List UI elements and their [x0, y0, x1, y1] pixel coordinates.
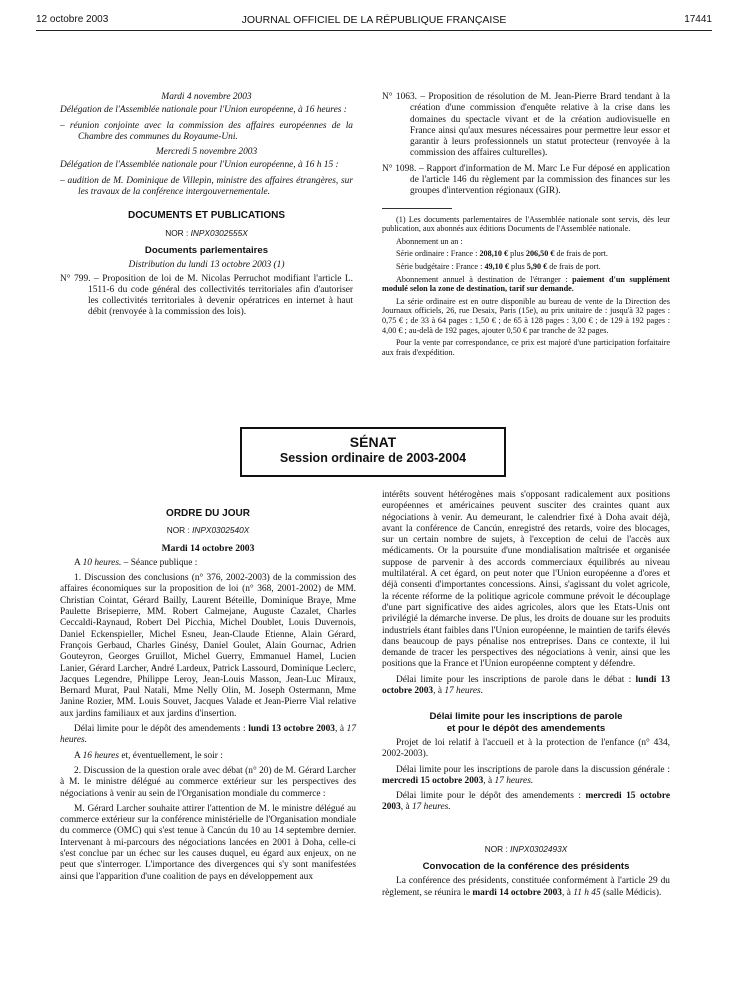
- header-date: 12 octobre 2003: [36, 14, 109, 25]
- delegation-item: – réunion conjointe avec la commission des affaires européennes de la Chambre des communes du Royaume-Uni.: [60, 120, 353, 142]
- senat-session: Session ordinaire de 2003-2004: [279, 451, 467, 465]
- header-page-number: 17441: [684, 14, 712, 25]
- subsection-title: Délai limite pour les inscriptions de parole: [429, 711, 623, 723]
- section-title: DOCUMENTS ET PUBLICATIONS: [127, 210, 286, 222]
- date-heading: Mardi 4 novembre 2003: [161, 92, 252, 102]
- senat-banner: [240, 427, 506, 477]
- document-entry: N° 1063. – Proposition de résolution de M. Jean-Pierre Brard tendant à la création d'une commission d'enquête relative à la crise dans les domaines du spectacle vivant et de la création audiovisuelle en France ainsi qu'aux mesures nécessaires pour permettre leur essor et garantir à leurs professionnels un statut protecteur (renvoyée à la commission des affaires culturelles).: [382, 92, 670, 159]
- document-entry: N° 799. – Proposition de loi de M. Nicolas Perruchot modifiant l'article L. 1511-6 du code général des collectivités territoriales afin d'autoriser les collectivités territoriales à devenir opératrices en internet à haut débit (renvoyée à la commission des lois).: [60, 273, 353, 318]
- header-journal-title: JOURNAL OFFICIEL DE LA RÉPUBLIQUE FRANÇAISE: [241, 14, 507, 26]
- column-left-top: [60, 92, 353, 323]
- delegation-text: Délégation de l'Assemblée nationale pour l'Union européenne, à 16 heures :: [60, 105, 347, 116]
- question-text: M. Gérard Larcher souhaite attirer l'attention de M. le ministre délégué au commerce extérieur sur la conférence ministérielle de l'Organisation mondiale du commerce (OMC) qui s'est tenue à Cancún du 10 au 14 septembre dernier. Intervenant à mi-parcours des négociations lancées en 2001 à Doha, celle-ci s'est conclue par un échec sur les causes duquel, eu égard aux enjeux, on ne peut que s'interroger. L'importance des divergences qui s'y sont manifestées ainsi que l'apparition d'une coalition de pays en développement aux: [60, 803, 356, 882]
- column-left-bottom: ORDRE DU JOUR NOR : INPX0302540X Mardi 14 octobre 2003 A 10 heures. – Séance publique : 1. Discussion des conclusions (n° 376, 2002-2003) de la commission des affaires économiques sur la proposition de loi (n° 368, 2001-2002) de MM. Christian Cointat, Gérard Bailly, Laurent Béteille, Dominique Braye, Mme Paulette Brisepierre, MM. Robert Calmejane, Auguste Cazalet, Charles Ceccaldi-Raynaud, Robert Del Picchia, Michel Doublet, Louis Duvernois, Daniel Eckenspieller, Michel Esneu, Jean-Claude Etienne, Alain Gérard, François Gerbaud, Charles Ginésy, Daniel Goulet, Alain Gournac, Adrien Gouteyron, Georges Gruillot, Michel Guerry, Emmanuel Hamel, Lucien Lanier, Gérard Larcher, André Lardeux, Patrick Lassourd, Dominique Leclerc, Jacques Legendre, Philippe Leroy, Jean-Louis Masson, Jean-Luc Miraux, Bernard Murat, Paul Natali, Mme Nelly Olin, M. Joseph Ostermann, Mme Janine Rozier, MM. Louis Souvet, Jacques Valade et Jean-Pierre Vial relative aux jardins familiaux et aux jardins d'insertion. Délai limite pour le dépôt des amendements : lundi 13 octobre 2003, à 17 heures. A 16 heures et, éventuellement, le soir : 2. Discussion de la question orale avec débat (n° 20) de M. Gérard Larcher à M. le ministre délégué au commerce extérieur sur les perspectives des négociations à venir au sein de l'Organisation mondiale du commerce : M. Gérard Larcher souhaite attirer l'attention de M. le ministre délégué au commerce extérieur sur la conférence ministérielle de l'Organisation mondiale du commerce (OMC) qui s'est tenue à Cancún du 10 au 14 septembre dernier. Intervenant à mi-parcours des négociations lancées en 2001 à Doha, celle-ci s'est conclue par un échec sur les causes duquel, eu égard aux enjeux, on ne peut que s'interroger. L'importance des divergences qui s'y sont manifestées ainsi que l'apparition d'une coalition de pays en développement aux: [60, 508, 356, 882]
- nor-reference: NOR : INPX0302493X: [484, 843, 568, 854]
- delegation-item: – audition de M. Dominique de Villepin, ministre des affaires étrangères, sur les travaux de la conférence intergouvernementale.: [60, 175, 353, 198]
- column-right-bottom: intérêts souvent hétérogènes mais s'opposant radicalement aux positions européennes et américaines peuvent susciter des craintes quant aux négociations à venir. Au demeurant, le calendrier fixé à Doha avait déjà, avant la conférence de Cancún, enregistré des retards, voire des blocages, sur un certain nombre de sujets, à l'exception de celui de l'accès aux médicaments. Or la poursuite d'une mondialisation maîtrisée et organisée suppose de parvenir à des accords commerciaux équilibrés au niveau multilatéral. A cet égard, on peut noter que l'Union européenne a d'ores et déjà consenti d'importantes concessions. Ainsi, s'agissant du volet agricole, la récente réforme de la politique agricole commune prévoit le découplage d'une part significative des aides agricoles, alors que les Etats-Unis ont privilégié la démarche inverse. De plus, les droits de douane sur les produits industriels étant faibles dans l'Union européenne, le maintien de tarifs élevés dans beaucoup de pays pénalise nos entreprises. Dans ce contexte, il lui demande de tracer les perspectives des négociations à venir, ainsi que les positions que la France et l'Union européenne comptent y défendre. Délai limite pour les inscriptions de parole dans le débat : lundi 13 octobre 2003, à 17 heures. Délai limite pour les inscriptions de parole et pour le dépôt des amendements Projet de loi relatif à l'accueil et à la protection de l'enfance (n° 434, 2002-2003). Délai limite pour les inscriptions de parole dans la discussion générale : mercredi 15 octobre 2003, à 17 heures. Délai limite pour le dépôt des amendements : mercredi 15 octobre 2003, à 17 heures. NOR : INPX0302493X Convocation de la conférence des présidents La conférence des présidents, constituée conformément à l'article 29 du règlement, se réunira le mardi 14 octobre 2003, à 11 h 45 (salle Médicis).: [382, 490, 671, 898]
- section-title: ORDRE DU JOUR: [166, 508, 250, 519]
- agenda-item: 1. Discussion des conclusions (n° 376, 2002-2003) de la commission des affaires économiques sur la proposition de loi (n° 368, 2001-2002) de MM. Christian Cointat, Gérard Bailly, Laurent Béteille, Dominique Braye, Mme Paulette Brisepierre, MM. Robert Calmejane, Auguste Cazalet, Charles Ceccaldi-Raynaud, Robert Del Picchia, Michel Doublet, Louis Duvernois, Daniel Eckenspieller, Michel Esneu, Jean-Claude Etienne, Alain Gérard, François Gerbaud, Charles Ginésy, Daniel Goulet, Alain Gournac, Adrien Gouteyron, Georges Gruillot, Michel Guerry, Emmanuel Hamel, Lucien Lanier, Gérard Larcher, André Lardeux, Patrick Lassourd, Dominique Leclerc, Jacques Legendre, Philippe Leroy, Jean-Louis Masson, Jean-Luc Miraux, Bernard Murat, Paul Natali, Mme Nelly Olin, M. Joseph Ostermann, Mme Janine Rozier, MM. Louis Souvet, Jacques Valade et Jean-Pierre Vial relative aux jardins familiaux et aux jardins d'insertion.: [60, 573, 356, 719]
- header-rule: [36, 30, 712, 31]
- document-entry: N° 1098. – Rapport d'information de M. Marc Le Fur déposé en application de l'article 146 du règlement par la commission des finances sur les groupes d'intervention régionaux (GIR).: [382, 163, 670, 197]
- subsection-title: Convocation de la conférence des présidents: [422, 861, 630, 873]
- nor-reference: NOR : INPX0302540X: [166, 525, 250, 536]
- nor-reference: NOR : INPX0302555X: [165, 227, 248, 238]
- column-right-top: [382, 92, 670, 360]
- session-date: Mardi 14 octobre 2003: [161, 542, 255, 554]
- footnote: (1) Les documents parlementaires de l'Assemblée nationale sont servis, dès leur publication, aux abonnés aux éditions Documents de l'Assemblée nationale. Abonnement un an : Série ordinaire : France : 208,10 € plus 206,50 € de frais de port. Série budgétaire : France : 49,10 € plus 5,90 € de frais de port. Abonnement annuel à destination de l'étranger : paiement d'un supplément modulé selon la zone de destination, tarif sur demande. La série ordinaire est en outre disponible au bureau de vente de la Direction des Journaux officiels, 26, rue Desaix, Paris (15e), au prix unitaire de : jusqu'à 32 pages : 0,75 € ; de 33 à 64 pages : 1,50 € ; de 65 à 128 pages : 3,00 € ; de 129 à 192 pages : 4,00 € ; au-delà de 192 pages, ajouter 0,50 € par tranche de 32 pages. Pour la vente par correspondance, ce prix est majoré d'une participation forfaitaire aux frais d'expédition.: [382, 214, 671, 357]
- agenda-item: 2. Discussion de la question orale avec débat (n° 20) de M. Gérard Larcher à M. le ministre délégué au commerce extérieur sur les perspectives des négociations à venir au sein de l'Organisation mondiale du commerce :: [60, 765, 356, 799]
- question-text: intérêts souvent hétérogènes mais s'opposant radicalement aux positions européennes et américaines peuvent susciter des craintes quant aux négociations à venir. Au demeurant, le calendrier fixé à Doha avait déjà, avant la conférence de Cancún, enregistré des retards, voire des blocages, sur un certain nombre de sujets, à l'exception de celui de l'accès aux médicaments. Or la poursuite d'une mondialisation maîtrisée et organisée suppose de parvenir à des accords commerciaux équilibrés au niveau multilatéral. A cet égard, on peut noter que l'Union européenne a d'ores et déjà consenti d'importantes concessions. Ainsi, s'agissant du volet agricole, la récente réforme de la politique agricole commune prévoit le découplage d'une part significative des aides agricoles, alors que les Etats-Unis ont privilégié la démarche inverse. De plus, les droits de douane sur les produits industriels étant faibles dans l'Union européenne, le maintien de tarifs élevés dans beaucoup de pays pénalise nos entreprises. Dans ce contexte, il lui demande de tracer les perspectives des négociations à venir, ainsi que les positions que la France et l'Union européenne comptent y défendre.: [382, 490, 670, 670]
- page-header: [36, 14, 712, 28]
- subsection-title: et pour le dépôt des amendements: [446, 722, 606, 734]
- subsection-title: Documents parlementaires: [144, 244, 269, 256]
- senat-title: SÉNAT: [349, 434, 397, 450]
- date-heading: Mercredi 5 novembre 2003: [155, 147, 258, 158]
- delegation-text: Délégation de l'Assemblée nationale pour l'Union européenne, à 16 h 15 :: [60, 160, 339, 171]
- distribution-date: Distribution du lundi 13 octobre 2003 (1): [128, 260, 285, 271]
- footnote-rule: [382, 208, 452, 209]
